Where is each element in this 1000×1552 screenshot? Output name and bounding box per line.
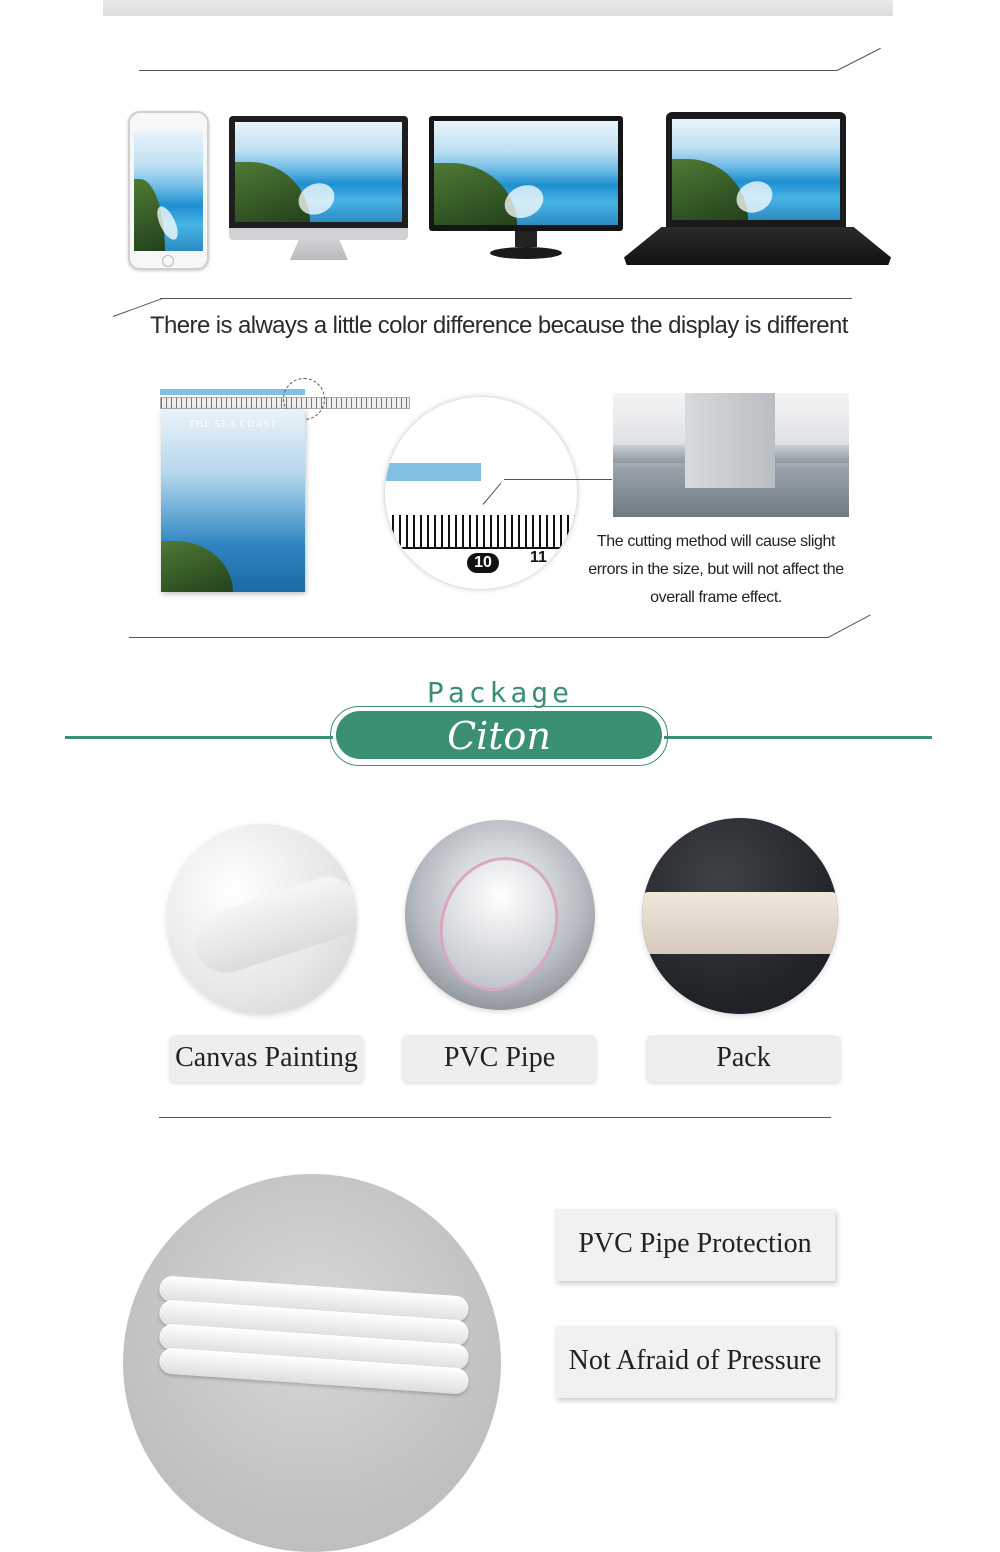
- cutting-note-line-2: errors in the size, but will not affect the: [588, 561, 844, 578]
- cutting-note-line-3: overall frame effect.: [650, 589, 782, 606]
- top-banner-strip: [103, 0, 893, 16]
- phone-icon: [128, 111, 209, 270]
- divider-slash: [837, 48, 881, 71]
- ruler-zoom-circle: [385, 397, 577, 589]
- canvas-roll-image: [167, 824, 357, 1014]
- laptop-keyboard: [624, 227, 891, 265]
- laptop-icon: [666, 112, 846, 227]
- divider-slash: [828, 615, 871, 638]
- divider-line: [159, 1117, 831, 1118]
- ruler-ticks: [385, 515, 577, 549]
- print-title: THE SEA COAST: [188, 419, 278, 430]
- item-label-canvas-painting: Canvas Painting: [169, 1035, 364, 1082]
- color-difference-note: There is always a little color difference because the display is different: [150, 312, 848, 339]
- sea-coast-print: [161, 409, 305, 592]
- ruler-number-11: 11: [530, 549, 547, 566]
- imac-stand: [290, 240, 348, 260]
- item-label-pvc-pipe: PVC Pipe: [402, 1035, 597, 1082]
- brand-name: Citon: [447, 714, 551, 758]
- divider-line: [139, 70, 837, 71]
- sea-scene-image: [134, 131, 203, 251]
- sea-scene-image: [672, 119, 840, 220]
- imac-icon: [229, 116, 408, 228]
- callout-line: [504, 479, 612, 480]
- cutting-note-line-1: The cutting method will cause slight: [596, 533, 836, 550]
- teal-rule-left: [65, 736, 333, 739]
- ruler-number-10: 10: [467, 553, 499, 573]
- dell-monitor-icon: [429, 116, 623, 231]
- zoom-blue-strip: [385, 463, 481, 481]
- sea-scene-image: [235, 122, 402, 222]
- monitor-neck: [515, 231, 537, 247]
- imac-chin: [229, 228, 408, 240]
- home-button-icon: [162, 255, 174, 267]
- item-label-pack: Pack: [646, 1035, 841, 1082]
- package-label: Package: [426, 676, 573, 709]
- pvc-pipe-image: [405, 820, 595, 1010]
- sea-scene-image: [434, 121, 618, 225]
- divider-line: [129, 637, 828, 638]
- sea-scene-image: [161, 409, 305, 592]
- cutting-machine-image: [613, 393, 849, 517]
- feature-not-afraid-of-pressure: Not Afraid of Pressure: [555, 1326, 835, 1398]
- divider-line: [160, 298, 852, 299]
- teal-rule-right: [664, 736, 932, 739]
- monitor-base: [490, 247, 562, 259]
- pack-image: [642, 818, 838, 1014]
- pvc-rods-image: [123, 1174, 501, 1552]
- feature-pvc-pipe-protection: PVC Pipe Protection: [555, 1209, 835, 1281]
